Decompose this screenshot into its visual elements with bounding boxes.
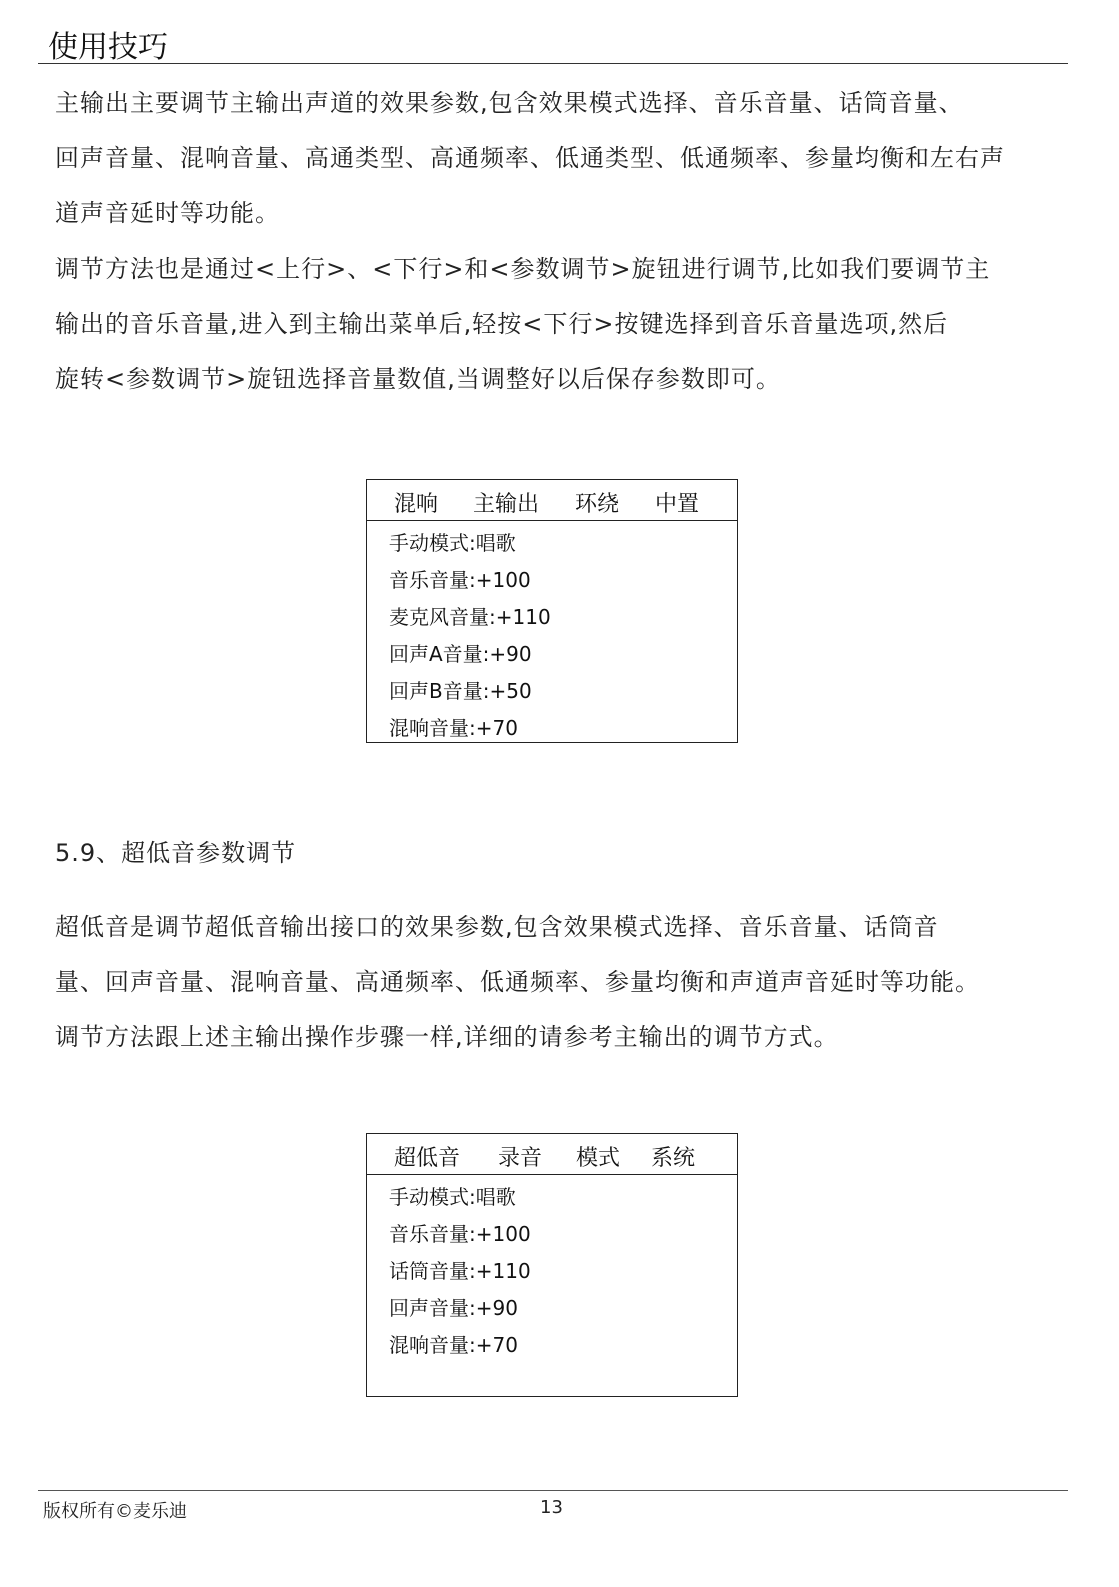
menu-tab-surround: 环绕 [575, 492, 620, 517]
menu-item-echo-a-volume: 回声A音量:+90 [389, 642, 532, 666]
adjust-method-description: 调节方法也是通过<上行>、<下行>和<参数调节>旋钮进行调节,比如我们要调节主 输出的音乐音量,进入到主输出菜单后,轻按<下行>按键选择到音乐音量选项,然后 旋转<参数调节>旋钮选择音量数值,当调整好以后保存参数即可。 [55, 255, 991, 393]
menu-item-music-volume: 音乐音量:+100 [389, 1222, 531, 1246]
menu-item-reverb-volume: 混响音量:+70 [389, 1333, 518, 1357]
menu-item-reverb-volume: 混响音量:+70 [389, 716, 518, 740]
subwoofer-description: 超低音是调节超低音输出接口的效果参数,包含效果模式选择、音乐音量、话筒音 量、回声音量、混响音量、高通频率、低通频率、参量均衡和声道声音延时等功能。 [55, 913, 980, 996]
menu-tab-bar [367, 1134, 737, 1175]
menu-tab-subwoofer: 超低音 [394, 1146, 461, 1171]
menu-tab-center: 中置 [655, 492, 700, 517]
menu-tab-reverb: 混响 [394, 492, 439, 517]
menu-tab-recording: 录音 [498, 1146, 543, 1171]
menu-item-echo-volume: 回声音量:+90 [389, 1296, 518, 1320]
menu-item-mic-volume: 麦克风音量:+110 [389, 605, 551, 629]
section-heading: 5.9、超低音参数调节 [55, 839, 297, 867]
menu-item-manual-mode: 手动模式:唱歌 [389, 1185, 516, 1209]
subwoofer-adjust-method: 调节方法跟上述主输出操作步骤一样,详细的请参考主输出的调节方式。 [55, 1023, 839, 1051]
menu-tab-mode: 模式 [576, 1146, 621, 1171]
menu-tab-main-output: 主输出 [473, 492, 540, 517]
page-title: 使用技巧 [48, 30, 168, 65]
copyright-text: 版权所有©麦乐迪 [43, 1501, 187, 1522]
menu-tab-bar [367, 480, 737, 521]
footer-divider [38, 1490, 1068, 1491]
menu-item-echo-b-volume: 回声B音量:+50 [389, 679, 532, 703]
menu-item-mic-volume: 话筒音量:+110 [389, 1259, 531, 1283]
subwoofer-menu-display [366, 1133, 738, 1397]
menu-tab-system: 系统 [651, 1146, 696, 1171]
main-output-menu-display [366, 479, 738, 743]
header-divider [38, 63, 1068, 64]
main-output-description: 主输出主要调节主输出声道的效果参数,包含效果模式选择、音乐音量、话筒音量、 回声音量、混响音量、高通类型、高通频率、低通类型、低通频率、参量均衡和左右声 道声音延时等功能。 [55, 89, 1005, 227]
menu-item-manual-mode: 手动模式:唱歌 [389, 531, 516, 555]
page-number: 13 [540, 1497, 563, 1518]
menu-item-music-volume: 音乐音量:+100 [389, 568, 531, 592]
